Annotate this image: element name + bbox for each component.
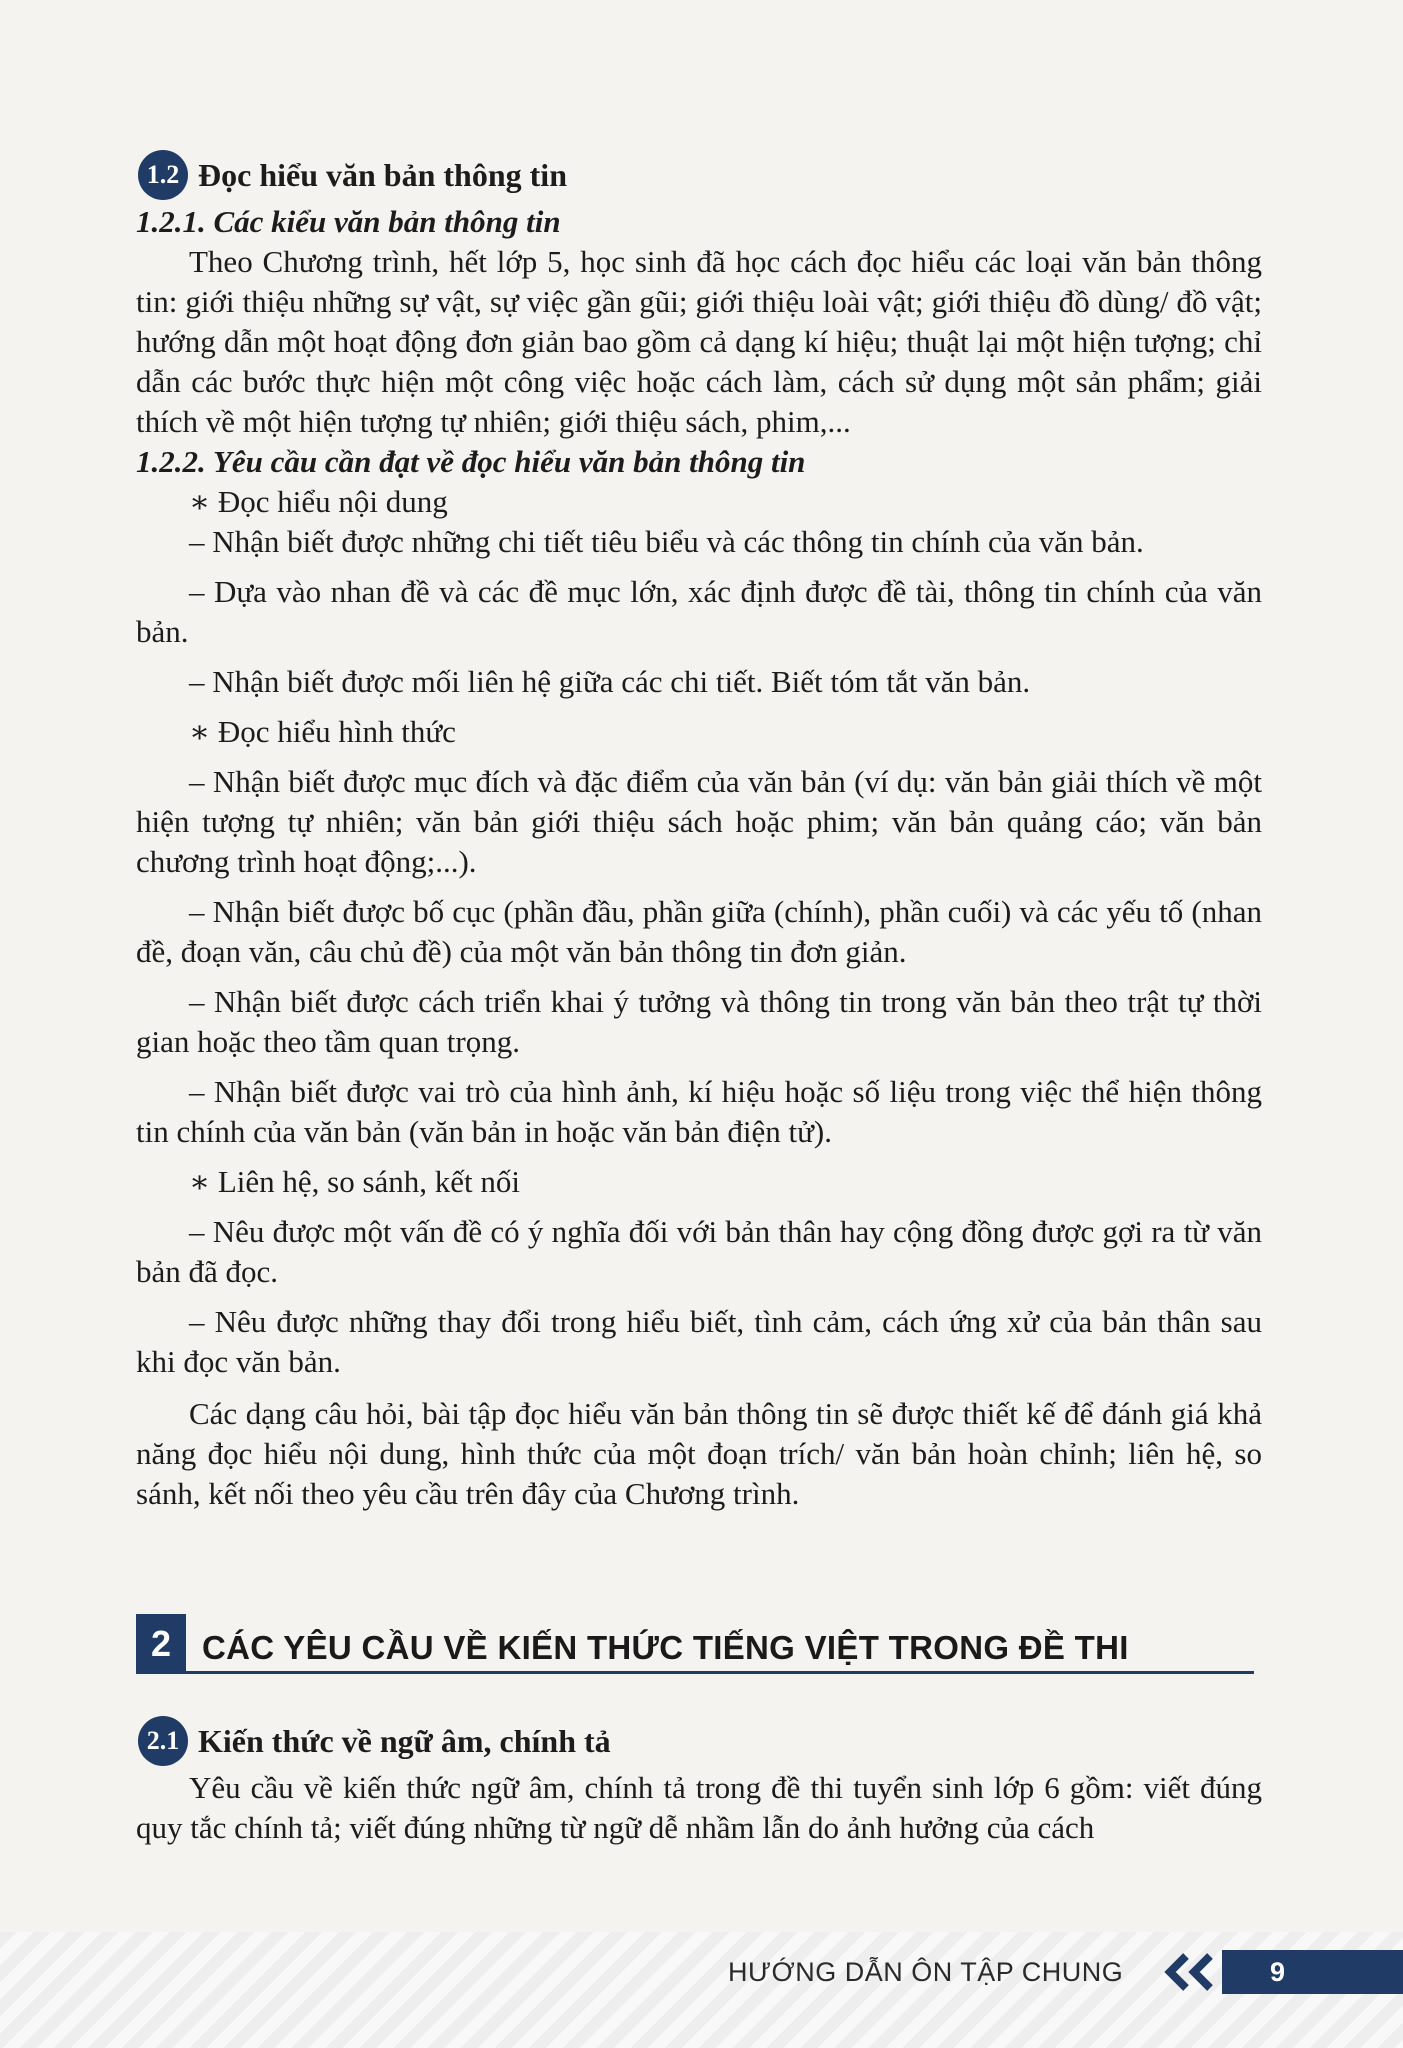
part-number-badge: 2 (136, 1614, 186, 1674)
intro-paragraph: Theo Chương trình, hết lớp 5, học sinh đã học cách đọc hiểu các loại văn bản thông tin: giới thiệu những sự vật, sự việc gần gũi; giới thiệu loài vật; giới thiệu đồ dùng/ đồ vật; hướng dẫn một hoạt động đơn giản bao gồm cả dạng kí hiệu; thuật lại một hiện tượng; chỉ dẫn các bước thực hiện một công việc hoặc cách làm, cách sử dụng một sản phẩm; giải thích về một hiện tượng tự nhiên; giới thiệu sách, phim,... (136, 244, 1262, 439)
list-item: – Nhận biết được những chi tiết tiêu biểu và các thông tin chính của văn bản. (189, 524, 1144, 559)
section-2-1 (136, 1718, 1262, 1848)
group-heading-link: ∗ Liên hệ, so sánh, kết nối (189, 1164, 521, 1199)
list-item: – Nhận biết được bố cục (phần đầu, phần giữa (chính), phần cuối) và các yếu tố (nhan đề, đoạn văn, câu chủ đề) của một văn bản thông tin đơn giản. (136, 894, 1262, 969)
list-item: – Nhận biết được cách triển khai ý tưởng và thông tin trong văn bản theo trật tự thời gian hoặc theo tầm quan trọng. (136, 984, 1262, 1059)
double-chevron-left-icon (1160, 1950, 1218, 1994)
list-item: – Nhận biết được vai trò của hình ảnh, kí hiệu hoặc số liệu trong việc thể hiện thông tin chính của văn bản (văn bản in hoặc văn bản điện tử). (136, 1074, 1262, 1149)
list-item: – Nhận biết được mối liên hệ giữa các chi tiết. Biết tóm tắt văn bản. (189, 664, 1031, 699)
part-title: CÁC YÊU CẦU VỀ KIẾN THỨC TIẾNG VIỆT TRONG ĐỀ THI (186, 1614, 1254, 1674)
group-heading-form: ∗ Đọc hiểu hình thức (189, 714, 456, 749)
part-2-banner (136, 1614, 1254, 1674)
subsection-heading-1-2-1: 1.2.1. Các kiểu văn bản thông tin (136, 204, 561, 239)
section-title: Đọc hiểu văn bản thông tin (198, 157, 567, 193)
list-item: – Nêu được một vấn đề có ý nghĩa đối với bản thân hay cộng đồng được gợi ra từ văn bản đã đọc. (136, 1214, 1262, 1289)
list-item: – Nêu được những thay đổi trong hiểu biết, tình cảm, cách ứng xử của bản thân sau khi đọc văn bản. (136, 1304, 1262, 1379)
group-heading-content: ∗ Đọc hiểu nội dung (189, 484, 448, 519)
section-1-2 (136, 152, 1262, 1514)
section-title: Kiến thức về ngữ âm, chính tả (198, 1723, 611, 1759)
list-item: – Dựa vào nhan đề và các đề mục lớn, xác định được đề tài, thông tin chính của văn bản. (136, 574, 1262, 649)
footer-label: HƯỚNG DẪN ÔN TẬP CHUNG (728, 1957, 1124, 1987)
section-number-badge: 2.1 (138, 1716, 188, 1766)
section-heading-2-1 (136, 1718, 1262, 1764)
section-paragraph: Yêu cầu về kiến thức ngữ âm, chính tả trong đề thi tuyển sinh lớp 6 gồm: viết đúng quy tắc chính tả; viết đúng những từ ngữ dễ nhầm lẫn do ảnh hưởng của cách (136, 1770, 1262, 1845)
section-heading-1-2 (136, 152, 1262, 198)
page-number: 9 (1222, 1950, 1403, 1994)
list-item: – Nhận biết được mục đích và đặc điểm của văn bản (ví dụ: văn bản giải thích về một hiện tượng tự nhiên; văn bản giới thiệu sách hoặc phim; văn bản quảng cáo; văn bản chương trình hoạt động;...). (136, 764, 1262, 879)
subsection-heading-1-2-2: 1.2.2. Yêu cầu cần đạt về đọc hiểu văn bản thông tin (136, 444, 806, 479)
section-number-badge: 1.2 (138, 150, 188, 200)
closing-paragraph: Các dạng câu hỏi, bài tập đọc hiểu văn bản thông tin sẽ được thiết kế để đánh giá khả năng đọc hiểu nội dung, hình thức của một đoạn trích/ văn bản hoàn chỉnh; liên hệ, so sánh, kết nối theo yêu cầu trên đây của Chương trình. (136, 1396, 1262, 1511)
